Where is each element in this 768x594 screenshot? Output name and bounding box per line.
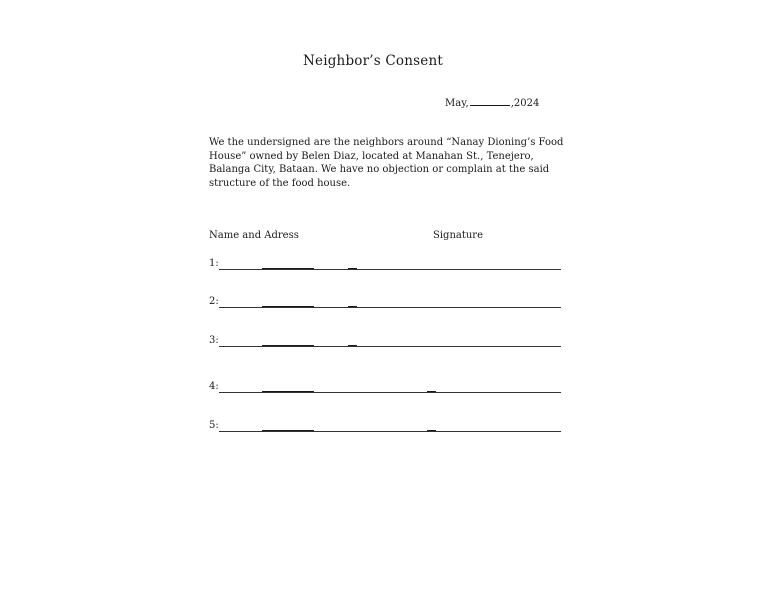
line-segment (262, 345, 314, 346)
signature-line (219, 431, 561, 432)
name-address-header: Name and Adress (209, 230, 299, 241)
signature-line (219, 307, 561, 308)
row-number: 3: (209, 335, 219, 346)
line-segment (262, 430, 314, 431)
row-number: 2: (209, 296, 219, 307)
signature-row-4 (209, 381, 561, 395)
line-segment (262, 306, 314, 307)
row-number: 5: (209, 420, 219, 431)
line-segment (427, 391, 436, 392)
line-segment (348, 306, 357, 307)
signature-row-2 (209, 296, 561, 310)
line-segment (348, 268, 357, 269)
signature-line (219, 346, 561, 347)
signature-line (219, 392, 561, 393)
row-number: 1: (209, 258, 219, 269)
signature-row-1 (209, 258, 561, 272)
row-number: 4: (209, 381, 219, 392)
date-suffix: ,2024 (510, 98, 540, 109)
date-prefix: May, (445, 98, 469, 109)
line-segment (262, 268, 314, 269)
line-segment (348, 345, 357, 346)
signature-row-5 (209, 420, 561, 434)
line-segment (427, 430, 436, 431)
document-title: Neighbor’s Consent (303, 53, 443, 69)
consent-paragraph: We the undersigned are the neighbors around “Nanay Dioning’s Food House” owned by Belen Diaz, located at Manahan St., Tenejero, Balanga City, Bataan. We have no objection or complain at the said structure of the food house. (209, 137, 564, 189)
line-segment (262, 391, 314, 392)
signature-row-3 (209, 335, 561, 349)
signature-header: Signature (433, 230, 484, 241)
date-blank (470, 97, 510, 106)
date-line (445, 97, 539, 109)
signature-line (219, 269, 561, 270)
